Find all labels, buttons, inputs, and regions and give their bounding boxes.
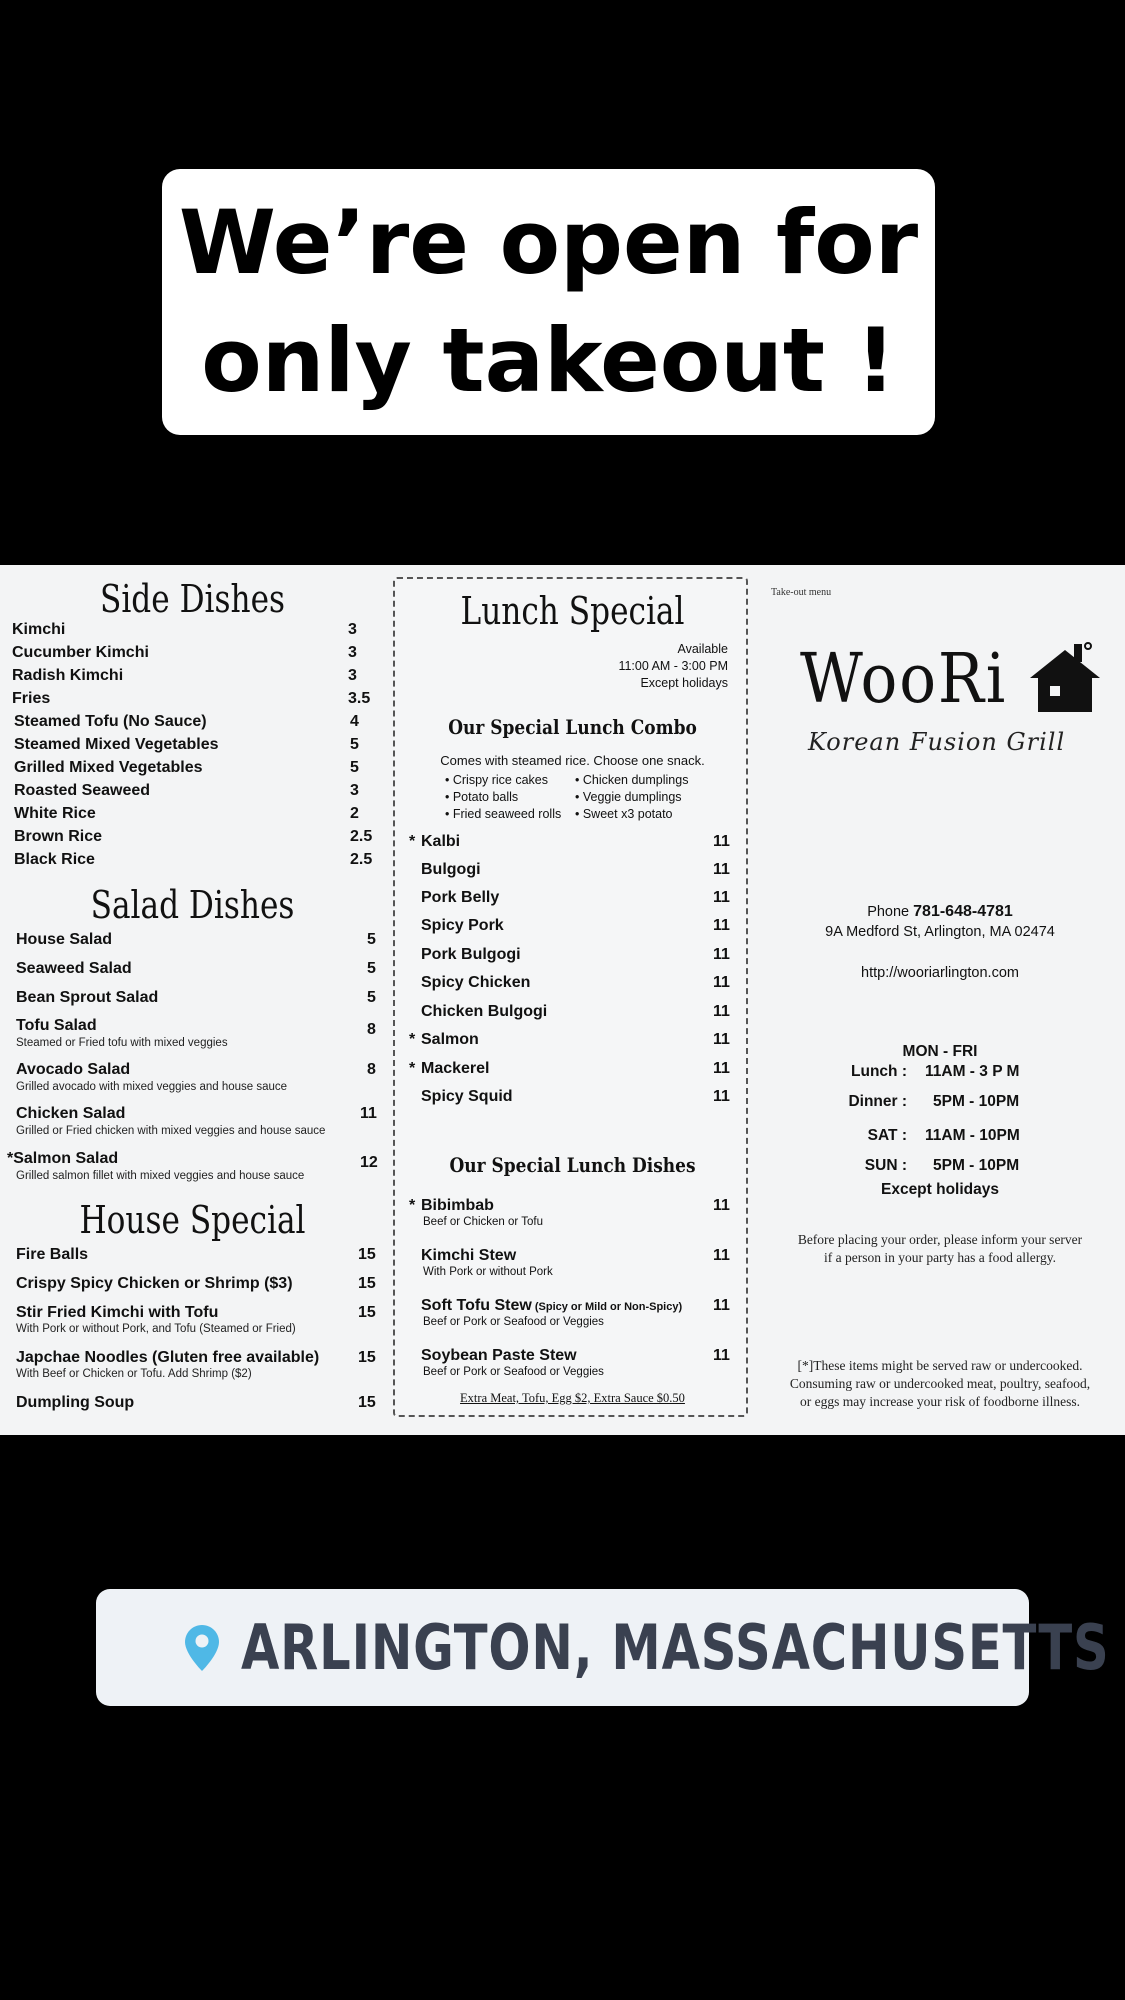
snack-option: • Chicken dumplings: [575, 773, 689, 787]
phone-line: Phone 781-648-4781: [867, 903, 1013, 920]
lunch-special-title: Lunch Special: [460, 589, 685, 633]
logo-text: WooRi: [800, 640, 1008, 719]
takeout-menu-label: Take-out menu: [771, 587, 832, 598]
hours-title: MON - FRI: [902, 1043, 978, 1060]
house-icon: [1030, 642, 1100, 714]
snack-option: • Crispy rice cakes: [445, 773, 549, 787]
lunch-dishes-title: Our Special Lunch Dishes: [449, 1153, 696, 1177]
snack-option: • Veggie dumplings: [575, 790, 682, 804]
menu-left-column: Side Dishes Kimchi 3 Cucumber Kimchi 3 Radish Kimchi 3 Fries 3.5 Steamed Tofu (No Sauce) 4 Steamed Mixed Vegetables 5 Grilled Mixed Vegetables 5 Roasted Seaweed 3 White Rice 2 Brown Rice 2.5 Black Rice 2.5 Salad Dishes House Salad 5 Seaweed Salad 5 Bean Sprout Salad 5 Tofu Salad 8 Steamed or Fried tofu with mixed veggies Avocado Salad 8 Grilled avocado with mixed veggies and house sauce Chicken Salad 11 Grilled or Fried chicken with mixed veggies and house sauce *Salmon Salad 12 Grilled salmon fillet with mixed veggies and house sauce House Special Fire Balls 15 Crispy Spicy Chicken or Shrimp ($3) 15 Stir Fried Kimchi with Tofu 15 With Pork or without Pork, and Tofu (Steamed or Fried) Japchae Noodles (Gluten free available) 15 With Beef or Chicken or Tofu. Add Shrimp ($2) Dumpling Soup 15: [7, 577, 378, 1411]
lunch-availability: Available 11:00 AM - 3:00 PM Except holidays: [618, 642, 728, 690]
raw-food-warning: [*]These items might be served raw or undercooked. Consuming raw or undercooked meat, poultry, seafood, or eggs may increase your risk of foodborne illness.: [789, 1358, 1091, 1409]
snack-option: • Sweet x3 potato: [575, 807, 673, 821]
website: http://wooriarlington.com: [861, 965, 1019, 981]
location-text: ARLINGTON, MASSACHUSETTS: [240, 1611, 1109, 1684]
menu-photo: [0, 565, 1125, 1435]
location-pin-icon: [185, 1625, 219, 1671]
headline-card: [162, 169, 935, 435]
restaurant-logo: [800, 640, 1100, 756]
lunch-special-panel: Lunch Special Available 11:00 AM - 3:00 PM Except holidays Our Special Lunch Combo Comes with steamed rice. Choose one snack. • Crispy rice cakes • Potato balls • Fried seaweed rolls • Chicken dumplings • Veggie dumplings • Sweet x3 potato * Kalbi 11 Bulgogi 11 Pork Belly 11 Spicy Pork 11 Pork Bulgogi 11 Spicy Chicken 11 Chicken Bulgogi 11 * Salmon 11 * Mackerel 11 Spicy Squid 11 Our Special Lunch Dishes * Bibimbab 11 Beef or Chicken or Tofu Kimchi Stew 11 With Pork or without Pork Soft Tofu Stew (Spicy or Mild or Non-Spicy) 11 Beef or Pork or Seafood or Veggies Soybean Paste Stew 11 Beef or Pork or Seafood or Veggies Extra Meat, Tofu, Egg $2, Extra Sauce $0.50: [393, 577, 748, 1417]
snack-option: • Fried seaweed rolls: [445, 807, 562, 821]
headline-line-1: We’re open for: [178, 191, 919, 294]
combo-title: Our Special Lunch Combo: [448, 715, 697, 739]
house-special-title: House Special: [79, 1198, 306, 1242]
extras-note: Extra Meat, Tofu, Egg $2, Extra Sauce $0.50: [460, 1391, 685, 1405]
menu-right-column: Take-out menu WooRi Korean Fusion Grill Phone 781-648-4781 9A Medford St, Arlington, MA 02474 http://wooriarlington.com MON - FRI Lunch : 11AM - 3 P M Dinner : 5PM - 10PM SAT : 11AM - 10PM SUN : 5PM - 10PM Except holidays Before placing your order, please inform your server if a person in your party has a food allergy. [*]These items might be served raw or undercooked. Consuming raw or undercooked meat, poultry, seafood, or eggs may increase your risk of foodborne illness.: [755, 565, 1125, 1435]
side-dishes-title: Side Dishes: [99, 577, 286, 621]
headline-line-2: only takeout !: [201, 309, 896, 412]
except-holidays: Except holidays: [880, 1181, 999, 1198]
logo-subtitle: Korean Fusion Grill: [808, 728, 1066, 756]
salad-dishes-title: Salad Dishes: [90, 883, 295, 927]
snack-option: • Potato balls: [445, 790, 519, 804]
address: 9A Medford St, Arlington, MA 02474: [825, 924, 1055, 940]
combo-note: Comes with steamed rice. Choose one snack.: [440, 753, 705, 768]
location-sticker[interactable]: [96, 1589, 1109, 1706]
allergy-note: Before placing your order, please inform your server if a person in your party has a food allergy.: [797, 1232, 1083, 1265]
